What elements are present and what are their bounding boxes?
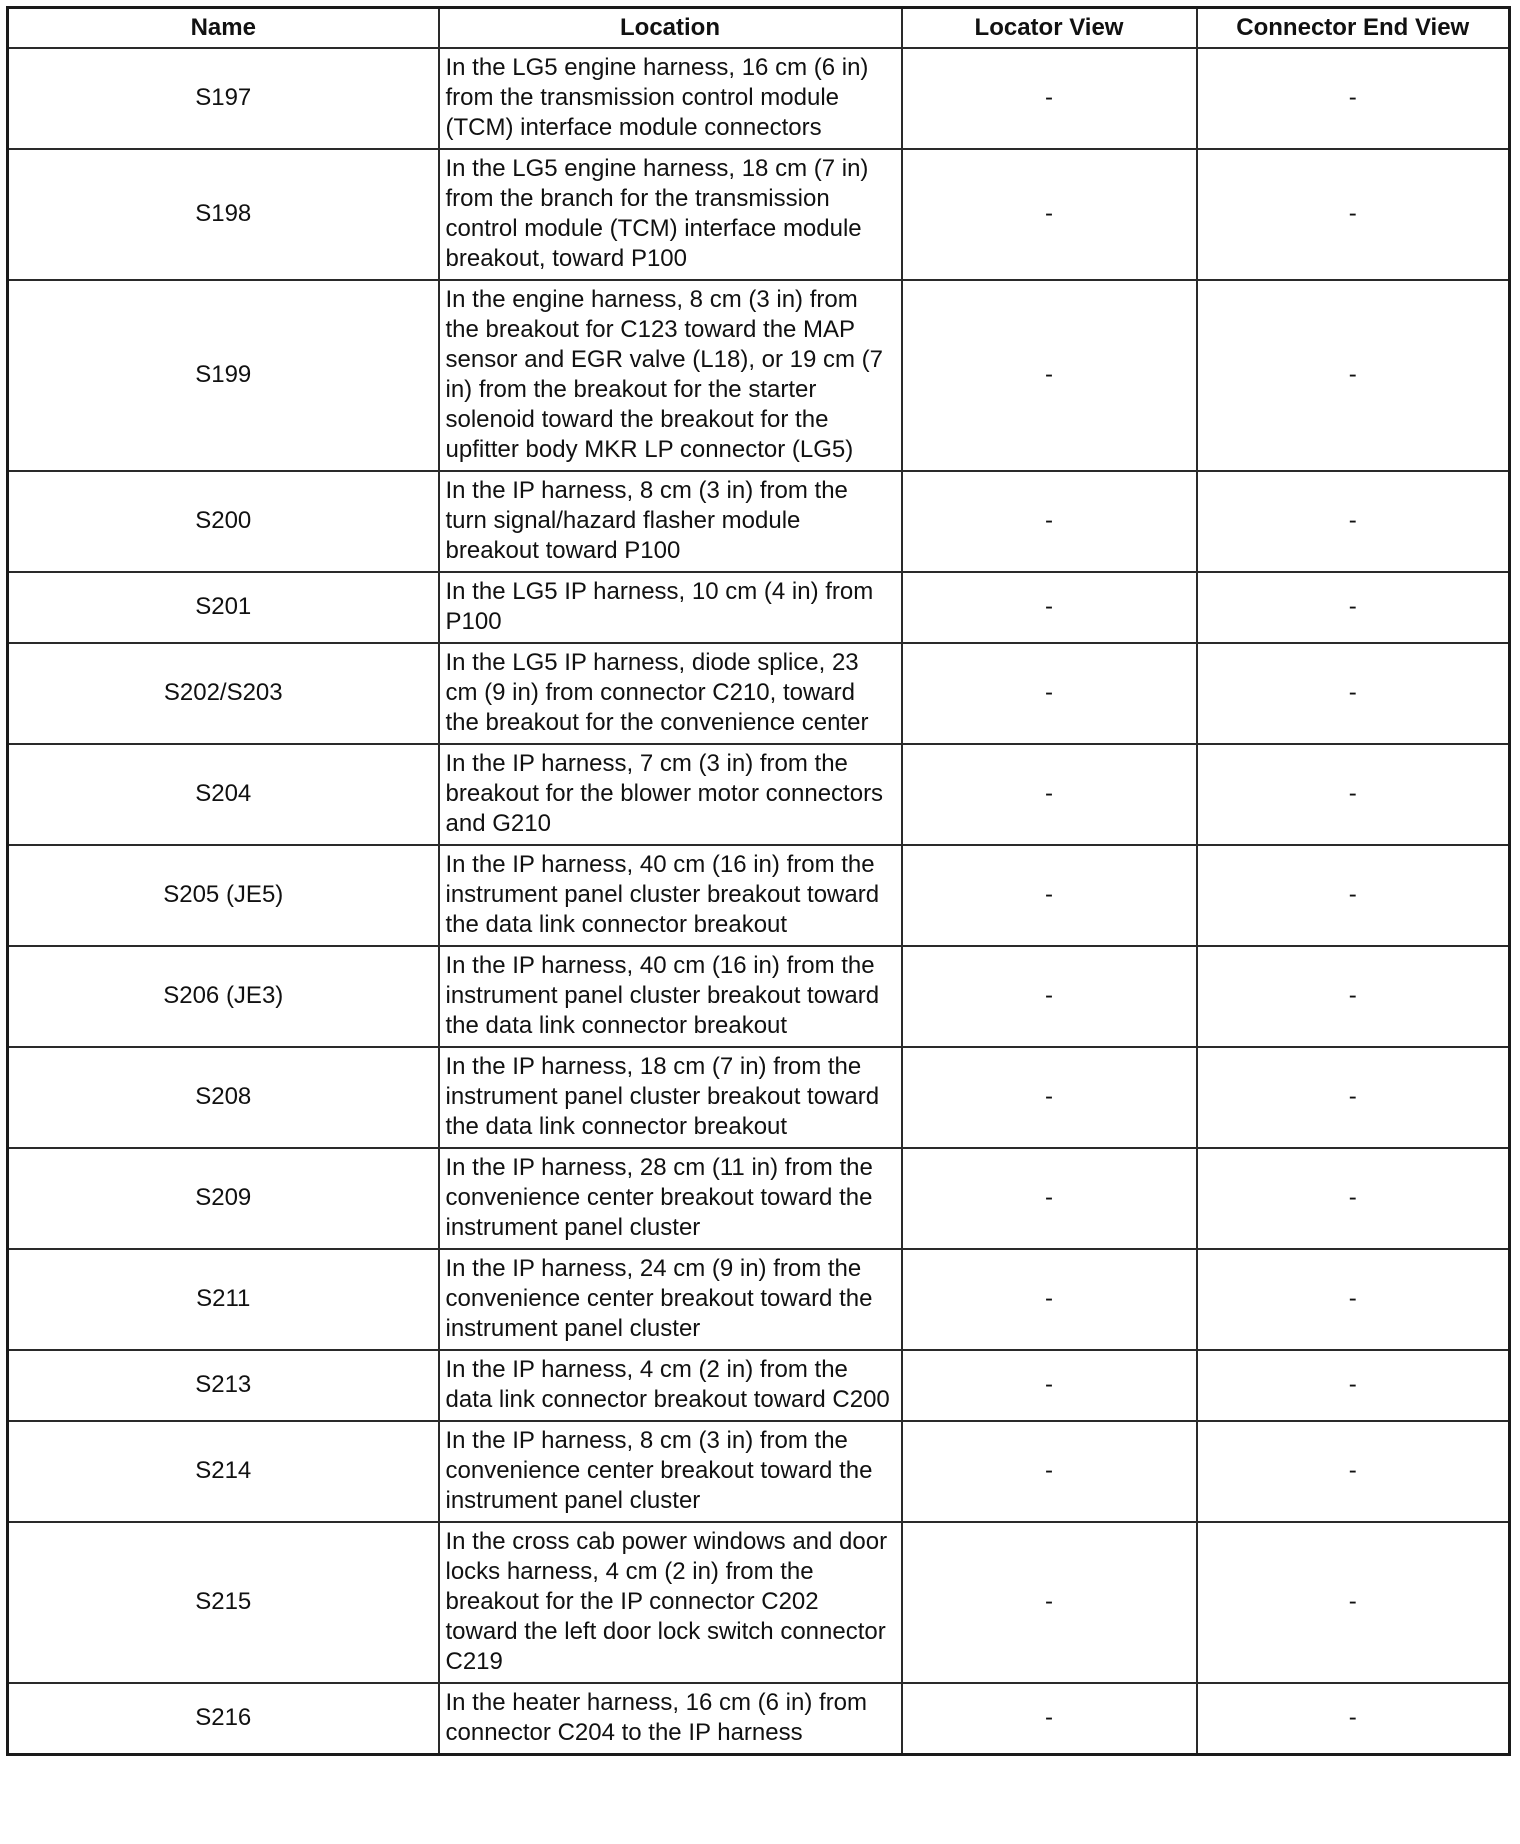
splice-location: In the IP harness, 8 cm (3 in) from the convenience center breakout toward the instrument panel cluster (439, 1421, 902, 1522)
splice-name: S208 (8, 1047, 439, 1148)
splice-name: S199 (8, 280, 439, 471)
splice-connector-end-view: - (1197, 572, 1510, 643)
splice-location: In the heater harness, 16 cm (6 in) from connector C204 to the IP harness (439, 1683, 902, 1755)
splice-location: In the LG5 engine harness, 16 cm (6 in) from the transmission control module (TCM) interface module connectors (439, 48, 902, 149)
splice-location: In the LG5 IP harness, diode splice, 23 cm (9 in) from connector C210, toward the breakout for the convenience center (439, 643, 902, 744)
header-connector-end-view: Connector End View (1197, 8, 1510, 49)
table-row (8, 1522, 1510, 1683)
splice-name: S209 (8, 1148, 439, 1249)
splice-locator-view: - (902, 48, 1197, 149)
splice-locator-view: - (902, 1249, 1197, 1350)
splice-locator-view: - (902, 1047, 1197, 1148)
table-row (8, 744, 1510, 845)
table-row (8, 1148, 1510, 1249)
table-row (8, 149, 1510, 280)
splice-location: In the IP harness, 40 cm (16 in) from the instrument panel cluster breakout toward the data link connector breakout (439, 946, 902, 1047)
splice-locator-view: - (902, 471, 1197, 572)
splice-location: In the IP harness, 7 cm (3 in) from the breakout for the blower motor connectors and G210 (439, 744, 902, 845)
table-row (8, 1350, 1510, 1421)
header-row (8, 8, 1510, 49)
splice-location: In the IP harness, 18 cm (7 in) from the instrument panel cluster breakout toward the data link connector breakout (439, 1047, 902, 1148)
table-row (8, 643, 1510, 744)
splice-locator-view: - (902, 572, 1197, 643)
splice-connector-end-view: - (1197, 1249, 1510, 1350)
table-row (8, 280, 1510, 471)
splice-connector-end-view: - (1197, 1522, 1510, 1683)
splice-name: S213 (8, 1350, 439, 1421)
table-row (8, 471, 1510, 572)
splice-locator-view: - (902, 1421, 1197, 1522)
splice-connector-end-view: - (1197, 280, 1510, 471)
splice-name: S197 (8, 48, 439, 149)
splice-location: In the IP harness, 4 cm (2 in) from the data link connector breakout toward C200 (439, 1350, 902, 1421)
header-locator-view: Locator View (902, 8, 1197, 49)
splice-connector-end-view: - (1197, 744, 1510, 845)
splice-locator-view: - (902, 1683, 1197, 1755)
splice-connector-end-view: - (1197, 643, 1510, 744)
table-row (8, 1047, 1510, 1148)
splice-location: In the LG5 engine harness, 18 cm (7 in) from the branch for the transmission control module (TCM) interface module breakout, toward P100 (439, 149, 902, 280)
splice-connector-end-view: - (1197, 1350, 1510, 1421)
splice-connector-end-view: - (1197, 48, 1510, 149)
splice-locator-view: - (902, 845, 1197, 946)
table-header (8, 8, 1510, 49)
splice-connector-end-view: - (1197, 845, 1510, 946)
table-row (8, 1249, 1510, 1350)
splice-locator-view: - (902, 280, 1197, 471)
splice-connector-end-view: - (1197, 1421, 1510, 1522)
table-row (8, 48, 1510, 149)
splice-connector-end-view: - (1197, 471, 1510, 572)
header-location: Location (439, 8, 902, 49)
splice-name: S201 (8, 572, 439, 643)
splice-location: In the IP harness, 24 cm (9 in) from the convenience center breakout toward the instrument panel cluster (439, 1249, 902, 1350)
splice-name: S204 (8, 744, 439, 845)
splice-locator-view: - (902, 643, 1197, 744)
splice-connector-end-view: - (1197, 946, 1510, 1047)
splice-connector-end-view: - (1197, 1683, 1510, 1755)
table-body (8, 48, 1510, 1755)
header-name: Name (8, 8, 439, 49)
splice-location: In the IP harness, 40 cm (16 in) from the instrument panel cluster breakout toward the data link connector breakout (439, 845, 902, 946)
splice-name: S205 (JE5) (8, 845, 439, 946)
splice-name: S215 (8, 1522, 439, 1683)
splice-locator-view: - (902, 1350, 1197, 1421)
table-row (8, 946, 1510, 1047)
splice-name: S216 (8, 1683, 439, 1755)
splice-location: In the cross cab power windows and door locks harness, 4 cm (2 in) from the breakout for the IP connector C202 toward the left door lock switch connector C219 (439, 1522, 902, 1683)
splice-location: In the IP harness, 28 cm (11 in) from the convenience center breakout toward the instrument panel cluster (439, 1148, 902, 1249)
splice-locator-view: - (902, 946, 1197, 1047)
splice-name: S200 (8, 471, 439, 572)
splice-connector-end-view: - (1197, 149, 1510, 280)
splice-locator-view: - (902, 149, 1197, 280)
table-row (8, 845, 1510, 946)
table-row (8, 1421, 1510, 1522)
splice-locator-view: - (902, 1148, 1197, 1249)
splice-locator-view: - (902, 1522, 1197, 1683)
splice-location: In the IP harness, 8 cm (3 in) from the turn signal/hazard flasher module breakout toward P100 (439, 471, 902, 572)
splice-name: S206 (JE3) (8, 946, 439, 1047)
splice-name: S211 (8, 1249, 439, 1350)
splice-name: S198 (8, 149, 439, 280)
splice-name: S202/S203 (8, 643, 439, 744)
splice-name: S214 (8, 1421, 439, 1522)
splice-location: In the engine harness, 8 cm (3 in) from the breakout for C123 toward the MAP sensor and EGR valve (L18), or 19 cm (7 in) from the breakout for the starter solenoid toward the breakout for the upfitter body MKR LP connector (LG5) (439, 280, 902, 471)
splice-location: In the LG5 IP harness, 10 cm (4 in) from P100 (439, 572, 902, 643)
splice-table (6, 6, 1511, 1756)
splice-locator-view: - (902, 744, 1197, 845)
table-row (8, 572, 1510, 643)
splice-connector-end-view: - (1197, 1047, 1510, 1148)
table-row (8, 1683, 1510, 1755)
splice-connector-end-view: - (1197, 1148, 1510, 1249)
